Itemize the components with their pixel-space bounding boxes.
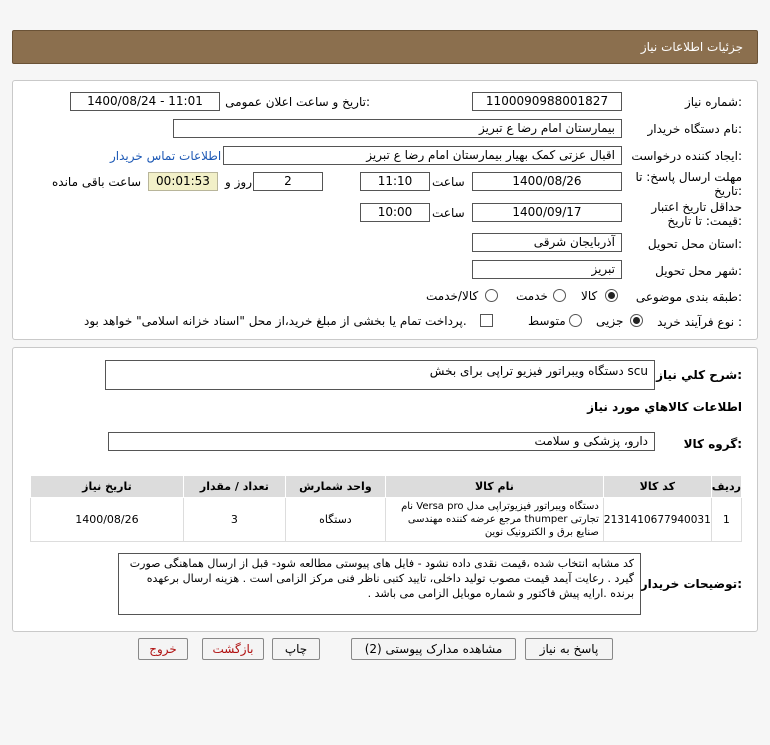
goods-group-label: گروه کالا: (683, 437, 742, 451)
validity-time-label: ساعت (432, 206, 465, 220)
buyer-notes-text: کد مشابه انتخاب شده ،قیمت نقدی داده نشود - فایل های پیوستی مطالعه شود- قبل از ارسال هماهنگی صورت گیرد . رعایت آیمد قیمت مصوب تولید داخلی، تایید کتبی ناظر فنی مرکز الزامی است . هزینه ارسال برعهده برنده .ارایه پیش فاکتور و شماره موبایل الزامی می باشد . (129, 557, 634, 600)
cell-unit: دستگاه (285, 498, 385, 542)
cell-row: 1 (711, 498, 741, 542)
cell-qty: 3 (183, 498, 285, 542)
category-service-label: خدمت (516, 289, 548, 303)
announce-label: تاریخ و ساعت اعلان عمومی: (225, 95, 370, 109)
process-minor-label: جزیی (596, 314, 624, 328)
buyer-org-label: نام دستگاه خریدار: (647, 122, 742, 136)
remaining-timer: 00:01:53 (148, 172, 218, 191)
province-field: آذربایجان شرقی (472, 233, 622, 252)
general-desc-field: دستگاه ویبراتور فیزیو تراپی برای بخش scu (105, 360, 655, 390)
category-radio-service[interactable] (553, 289, 566, 302)
print-button[interactable]: چاپ (272, 638, 320, 660)
page-header (12, 30, 758, 64)
buyer-notes-box (118, 553, 641, 615)
goods-table (30, 475, 742, 542)
validity-label: حداقل تاریخ اعتبار (651, 200, 742, 214)
deadline-time-field: 11:10 (360, 172, 430, 191)
deadline-date-field: 1400/08/26 (472, 172, 622, 191)
announce-field: 1400/08/24 - 11:01 (70, 92, 220, 111)
process-radio-minor[interactable] (630, 314, 643, 327)
exit-button[interactable]: خروج (138, 638, 188, 660)
goods-table-header (31, 476, 742, 498)
category-goods-label: کالا (581, 289, 598, 303)
buyer-org-field: بیمارستان امام رضا ع تبریز (173, 119, 622, 138)
city-field: تبریز (472, 260, 622, 279)
remaining-label: ساعت باقی مانده (52, 175, 142, 189)
process-label: نوع فرآیند خرید : (657, 315, 742, 329)
creator-field: اقبال عزتی کمک بهیار بیمارستان امام رضا ع تبریز (223, 146, 622, 165)
category-label: طبقه بندی موضوعی: (635, 290, 742, 304)
days-label: روز و (225, 175, 252, 189)
goods-group-field: دارو، پزشکی و سلامت (108, 432, 655, 451)
city-label: شهر محل تحویل: (655, 264, 742, 278)
province-label: استان محل تحویل: (647, 237, 742, 251)
col-date: تاریخ نیاز (31, 476, 184, 498)
col-unit: واحد شمارش (285, 476, 385, 498)
treasury-checkbox[interactable] (480, 314, 493, 327)
category-radio-goods-service[interactable] (485, 289, 498, 302)
category-radio-goods[interactable] (605, 289, 618, 302)
deadline-label-2: تاریخ: (714, 184, 742, 198)
reply-button[interactable]: پاسخ به نیاز (525, 638, 613, 660)
need-number-field: 1100090988001827 (472, 92, 622, 111)
col-name: نام کالا (385, 476, 603, 498)
cell-name: دستگاه ویبراتور فیزیوتراپی مدل Versa pro نام تجارتی thumper مرجع عرضه کننده مهندسی صنایع برق و الکترونیک نوین (385, 498, 603, 542)
general-desc-label: شرح کلي نياز: (656, 368, 742, 382)
need-number-label: شماره نیاز: (684, 95, 742, 109)
process-radio-medium[interactable] (569, 314, 582, 327)
cell-date: 1400/08/26 (31, 498, 184, 542)
buyer-notes-label: توضیحات خریدار: (640, 577, 742, 591)
col-row: ردیف (711, 476, 741, 498)
attachments-button[interactable]: مشاهده مدارک پیوستی (2) (351, 638, 516, 660)
validity-label-2: قیمت: تا تاریخ: (667, 214, 742, 228)
back-button[interactable]: بازگشت (202, 638, 264, 660)
days-field: 2 (253, 172, 323, 191)
creator-label: ایجاد کننده درخواست: (631, 149, 742, 163)
validity-time-field: 10:00 (360, 203, 430, 222)
cell-code: 2131410677940031 (603, 498, 711, 542)
col-code: کد کالا (603, 476, 711, 498)
deadline-label: مهلت ارسال پاسخ: تا (635, 170, 742, 184)
buyer-contact-link[interactable]: اطلاعات تماس خریدار (110, 149, 222, 163)
goods-info-title: اطلاعات کالاهاي مورد نياز (587, 400, 742, 414)
payment-note: پرداخت تمام یا بخشی از مبلغ خرید،از محل "اسناد خزانه اسلامی" خواهد بود. (84, 314, 467, 328)
process-medium-label: متوسط (528, 314, 566, 328)
col-qty: تعداد / مقدار (183, 476, 285, 498)
table-row (31, 498, 742, 542)
validity-date-field: 1400/09/17 (472, 203, 622, 222)
category-goods-service-label: کالا/خدمت (426, 289, 479, 303)
deadline-time-label: ساعت (432, 175, 465, 189)
page-title: جزئیات اطلاعات نیاز (640, 40, 743, 54)
